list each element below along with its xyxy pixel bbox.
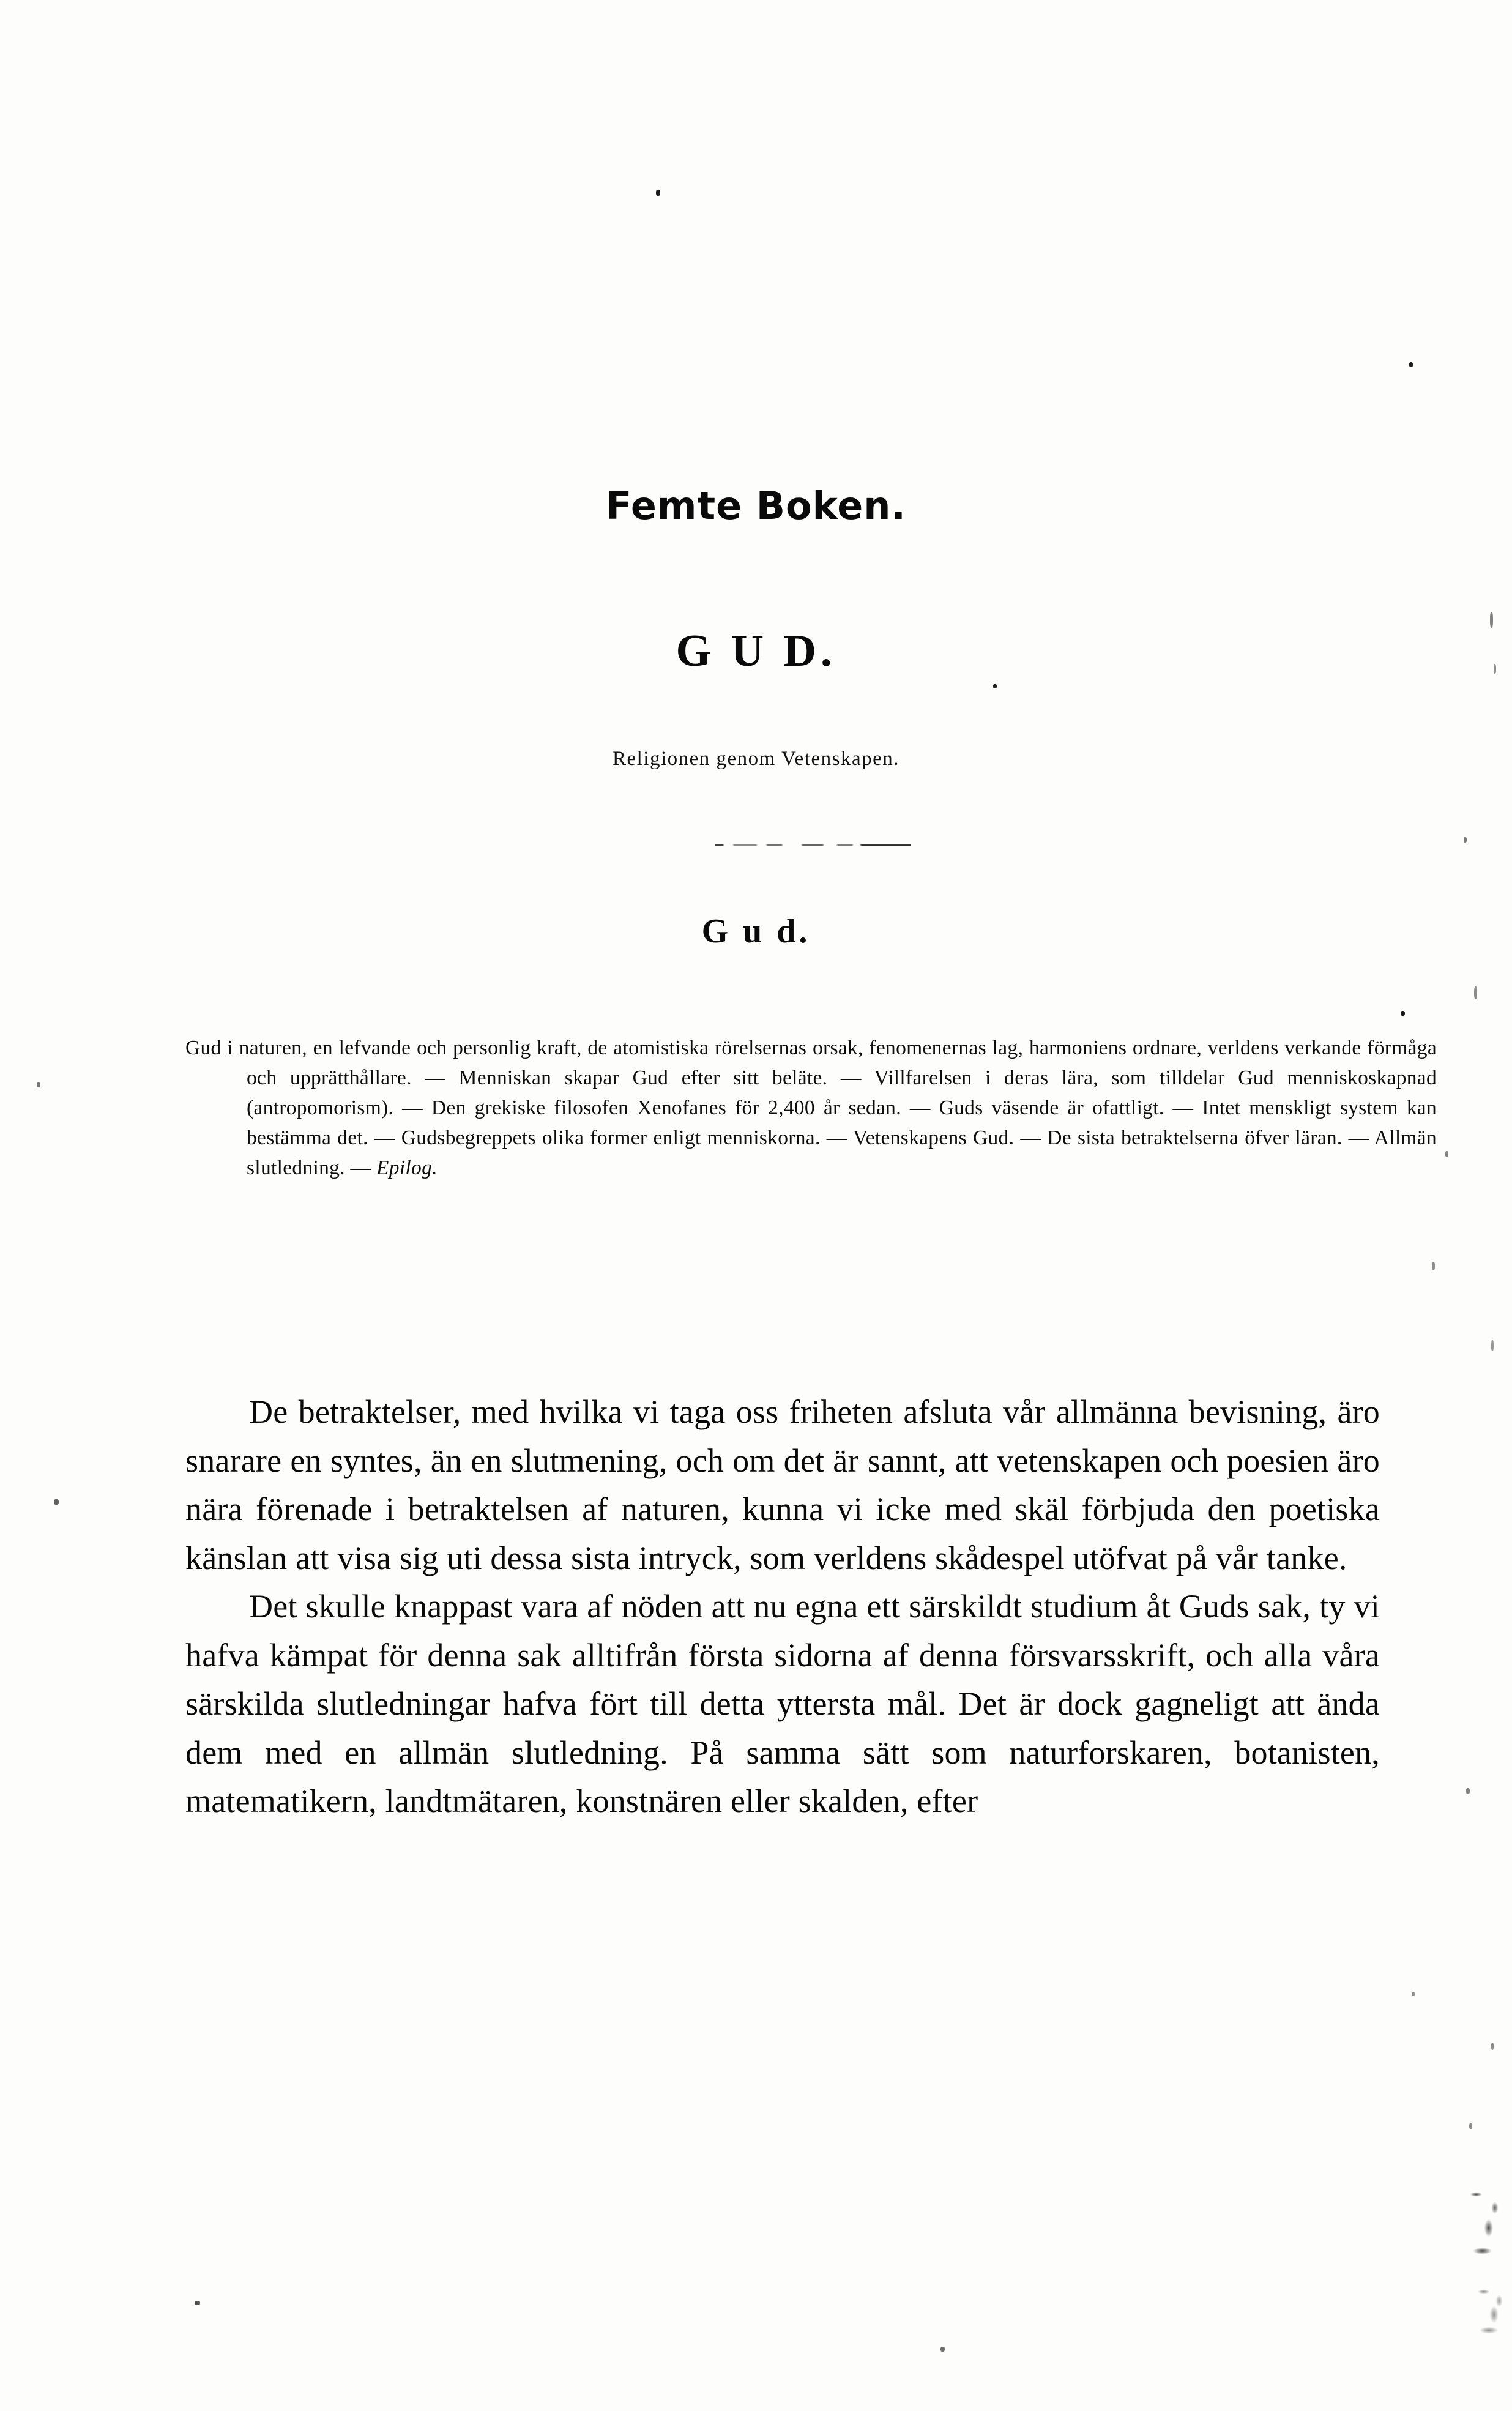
- section-heading: G u d.: [701, 912, 811, 950]
- part-title: G U D.: [676, 626, 836, 676]
- page-title: Femte Boken.: [606, 483, 906, 528]
- chapter-summary-epilog: Epilog.: [376, 1157, 438, 1179]
- part-subtitle: Religionen genom Vetenskapen.: [612, 748, 900, 770]
- chapter-summary-text: Gud i naturen, en lefvande och personlig kraft, de atomistiska rörelsernas orsak, fenomenernas lag, harmoniens ordnare, verldens verkande förmåga och upprätthållare. — Menniskan skapar Gud efter sitt beläte. — Villfarelsen i deras lära, som tilldelar Gud menniskoskapnad (antropomorism). — Den grekiske filosofen Xenofanes för 2,400 år sedan. — Guds väsende är ofattligt. — Intet menskligt system kan bestämma det. — Gudsbegreppets olika former enligt menniskorna. — Vetenskapens Gud. — De sista betraktelserna öfver läran. — Allmän slutledning. —: [185, 1037, 1437, 1179]
- divider: [715, 844, 911, 846]
- paragraph: Det skulle knappast vara af nöden att nu egna ett särskildt studium åt Guds sak, ty vi hafva kämpat för denna sak alltifrån första sidorna af denna försvarsskrift, och alla våra särskilda slutledningar hafva fört till detta yttersta mål. Det är dock gagneligt att ända dem med en allmän slutledning. På samma sätt som naturforskaren, botanisten, matematikern, landtmätaren, konstnären eller skalden, efter: [185, 1588, 1380, 1819]
- body-text: [185, 1388, 1380, 1826]
- paragraph: De betraktelser, med hvilka vi taga oss friheten afsluta vår allmänna bevisning, äro snarare en syntes, än en slutmening, och om det är sannt, att vetenskapen och poesien äro nära förenade i betraktelsen af naturen, kunna vi icke med skäl förbjuda den poetiska känslan att visa sig uti dessa sista intryck, som verldens skådespel utöfvat på vår tanke.: [185, 1393, 1380, 1576]
- chapter-summary: [185, 1033, 1437, 1183]
